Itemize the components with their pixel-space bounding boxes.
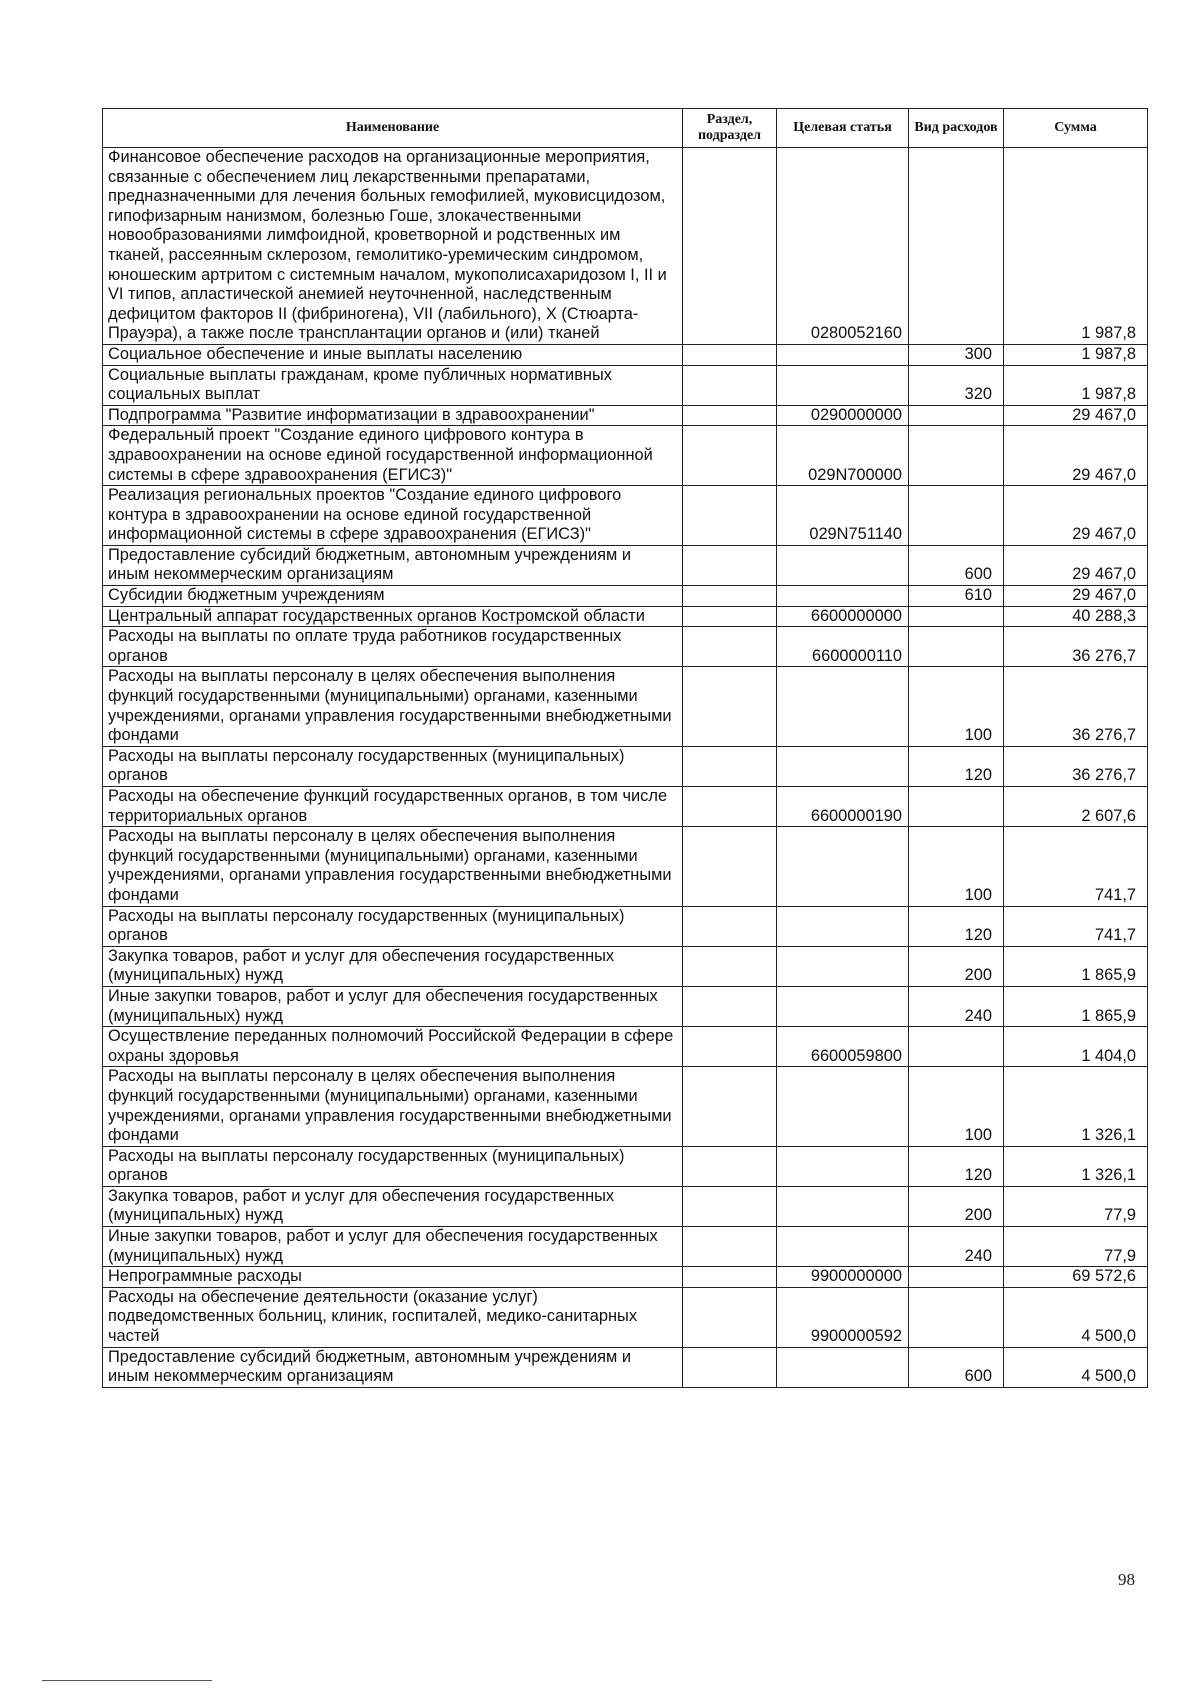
row-section (683, 1267, 777, 1288)
table-row (103, 586, 1148, 607)
row-target (777, 827, 909, 906)
row-sum: 69 572,6 (1004, 1267, 1148, 1288)
row-name: Расходы на выплаты персоналу государственных (муниципальных) органов (103, 1146, 683, 1186)
row-sum: 1 987,8 (1004, 365, 1148, 405)
row-name: Социальные выплаты гражданам, кроме публичных нормативных социальных выплат (103, 365, 683, 405)
header-row (103, 109, 1148, 148)
row-expense-type: 200 (909, 1186, 1004, 1226)
row-target: 9900000592 (777, 1287, 909, 1347)
row-target: 0280052160 (777, 148, 909, 345)
row-name: Расходы на обеспечение функций государственных органов, в том числе территориальных органов (103, 787, 683, 827)
row-name: Предоставление субсидий бюджетным, автономным учреждениям и иным некоммерческим организациям (103, 545, 683, 585)
table-row (103, 1146, 1148, 1186)
row-target (777, 946, 909, 986)
row-target (777, 906, 909, 946)
row-target (777, 1347, 909, 1387)
table-row (103, 486, 1148, 546)
table-row (103, 1027, 1148, 1067)
row-expense-type (909, 787, 1004, 827)
row-sum: 741,7 (1004, 906, 1148, 946)
row-section (683, 405, 777, 426)
table-row (103, 405, 1148, 426)
row-sum: 2 607,6 (1004, 787, 1148, 827)
row-name: Субсидии бюджетным учреждениям (103, 586, 683, 607)
row-name: Закупка товаров, работ и услуг для обеспечения государственных (муниципальных) нужд (103, 946, 683, 986)
row-sum: 36 276,7 (1004, 667, 1148, 746)
row-section (683, 746, 777, 786)
row-section (683, 667, 777, 746)
row-expense-type (909, 627, 1004, 667)
row-sum: 1 987,8 (1004, 344, 1148, 365)
table-row (103, 365, 1148, 405)
table-body (103, 148, 1148, 1388)
header-section: Раздел, подраздел (683, 109, 777, 148)
row-target (777, 986, 909, 1026)
table-row (103, 1227, 1148, 1267)
row-target (777, 667, 909, 746)
row-section (683, 946, 777, 986)
row-target: 029N751140 (777, 486, 909, 546)
row-target (777, 365, 909, 405)
row-sum: 741,7 (1004, 827, 1148, 906)
header-expense-type: Вид расходов (909, 109, 1004, 148)
row-sum: 1 865,9 (1004, 986, 1148, 1026)
row-section (683, 986, 777, 1026)
row-expense-type: 200 (909, 946, 1004, 986)
table-row (103, 746, 1148, 786)
table-row (103, 148, 1148, 345)
row-section (683, 1027, 777, 1067)
table-row (103, 545, 1148, 585)
row-expense-type (909, 1027, 1004, 1067)
row-sum: 29 467,0 (1004, 405, 1148, 426)
header-sum: Сумма (1004, 109, 1148, 148)
row-sum: 29 467,0 (1004, 586, 1148, 607)
row-expense-type (909, 1267, 1004, 1288)
table-row (103, 1347, 1148, 1387)
row-name: Расходы на выплаты персоналу в целях обеспечения выполнения функций государственными (муниципальными) органами, казенными учреждениями, органами управления государственными внебюджетными фондами (103, 827, 683, 906)
row-sum: 1 404,0 (1004, 1027, 1148, 1067)
row-name: Финансовое обеспечение расходов на организационные мероприятия, связанные с обеспечением лиц лекарственными препаратами, предназначенными для лечения больных гемофилией, муковисцидозом, гипофизарным нанизмом, болезнью Гоше, злокачественными новообразованиями лимфоидной, кроветворной и родственных им тканей, рассеянным склерозом, гемолитико-уремическим синдромом, юношеским артритом с системным началом, мукополисахаридозом I, II и VI типов, апластической анемией неуточненной, наследственным дефицитом факторов II (фибриногена), VII (лабильного), X (Стюарта-Прауэра), а также после трансплантации органов и (или) тканей (103, 148, 683, 345)
row-expense-type: 240 (909, 1227, 1004, 1267)
row-expense-type (909, 486, 1004, 546)
row-expense-type (909, 405, 1004, 426)
row-name: Расходы на выплаты персоналу в целях обеспечения выполнения функций государственными (муниципальными) органами, казенными учреждениями, органами управления государственными внебюджетными фондами (103, 667, 683, 746)
row-target (777, 1067, 909, 1146)
row-section (683, 906, 777, 946)
row-name: Иные закупки товаров, работ и услуг для обеспечения государственных (муниципальных) нужд (103, 1227, 683, 1267)
row-expense-type (909, 148, 1004, 345)
row-target: 6600000190 (777, 787, 909, 827)
row-section (683, 1227, 777, 1267)
header-name: Наименование (103, 109, 683, 148)
row-target: 0290000000 (777, 405, 909, 426)
page-number: 98 (1118, 1570, 1135, 1589)
row-section (683, 486, 777, 546)
row-expense-type: 240 (909, 986, 1004, 1026)
row-expense-type (909, 606, 1004, 627)
row-expense-type: 100 (909, 1067, 1004, 1146)
row-sum: 40 288,3 (1004, 606, 1148, 627)
row-section (683, 1186, 777, 1226)
row-section (683, 627, 777, 667)
row-sum: 4 500,0 (1004, 1347, 1148, 1387)
row-sum: 29 467,0 (1004, 426, 1148, 486)
row-name: Расходы на выплаты по оплате труда работников государственных органов (103, 627, 683, 667)
row-name: Закупка товаров, работ и услуг для обеспечения государственных (муниципальных) нужд (103, 1186, 683, 1226)
row-sum: 4 500,0 (1004, 1287, 1148, 1347)
row-target (777, 344, 909, 365)
row-sum: 36 276,7 (1004, 627, 1148, 667)
row-section (683, 586, 777, 607)
row-expense-type: 610 (909, 586, 1004, 607)
table-row (103, 1287, 1148, 1347)
row-expense-type: 120 (909, 1146, 1004, 1186)
row-expense-type: 300 (909, 344, 1004, 365)
row-expense-type (909, 1287, 1004, 1347)
row-name: Иные закупки товаров, работ и услуг для обеспечения государственных (муниципальных) нужд (103, 986, 683, 1026)
row-target (777, 1186, 909, 1226)
row-section (683, 545, 777, 585)
row-expense-type: 600 (909, 545, 1004, 585)
row-expense-type (909, 426, 1004, 486)
table-row (103, 627, 1148, 667)
table-row (103, 906, 1148, 946)
table-row (103, 827, 1148, 906)
row-name: Расходы на выплаты персоналу в целях обеспечения выполнения функций государственными (муниципальными) органами, казенными учреждениями, органами управления государственными внебюджетными фондами (103, 1067, 683, 1146)
footer-rule (42, 1680, 212, 1681)
row-expense-type: 100 (909, 667, 1004, 746)
row-section (683, 1067, 777, 1146)
table-row (103, 426, 1148, 486)
row-section (683, 1347, 777, 1387)
row-name: Предоставление субсидий бюджетным, автономным учреждениям и иным некоммерческим организациям (103, 1347, 683, 1387)
row-expense-type: 100 (909, 827, 1004, 906)
row-target: 6600059800 (777, 1027, 909, 1067)
row-expense-type: 320 (909, 365, 1004, 405)
row-target: 6600000000 (777, 606, 909, 627)
row-expense-type: 120 (909, 746, 1004, 786)
budget-table (102, 108, 1148, 1388)
row-sum: 1 326,1 (1004, 1146, 1148, 1186)
table-row (103, 946, 1148, 986)
row-section (683, 426, 777, 486)
table-header (103, 109, 1148, 148)
table-row (103, 344, 1148, 365)
row-target: 6600000110 (777, 627, 909, 667)
row-section (683, 787, 777, 827)
table-row (103, 667, 1148, 746)
row-sum: 1 987,8 (1004, 148, 1148, 345)
row-name: Расходы на выплаты персоналу государственных (муниципальных) органов (103, 746, 683, 786)
row-target (777, 1146, 909, 1186)
row-sum: 1 326,1 (1004, 1067, 1148, 1146)
row-name: Расходы на выплаты персоналу государственных (муниципальных) органов (103, 906, 683, 946)
row-expense-type: 600 (909, 1347, 1004, 1387)
row-section (683, 344, 777, 365)
row-name: Осуществление переданных полномочий Российской Федерации в сфере охраны здоровья (103, 1027, 683, 1067)
row-name: Непрограммные расходы (103, 1267, 683, 1288)
row-name: Социальное обеспечение и иные выплаты населению (103, 344, 683, 365)
row-sum: 77,9 (1004, 1227, 1148, 1267)
row-sum: 1 865,9 (1004, 946, 1148, 986)
table-row (103, 787, 1148, 827)
table-row (103, 986, 1148, 1026)
row-expense-type: 120 (909, 906, 1004, 946)
row-target (777, 746, 909, 786)
row-name: Расходы на обеспечение деятельности (оказание услуг) подведомственных больниц, клиник, госпиталей, медико-санитарных частей (103, 1287, 683, 1347)
table-row (103, 1186, 1148, 1226)
row-target (777, 586, 909, 607)
row-target (777, 1227, 909, 1267)
row-section (683, 365, 777, 405)
row-name: Федеральный проект "Создание единого цифрового контура в здравоохранении на основе единой государственной информационной системы в сфере здравоохранения (ЕГИСЗ)" (103, 426, 683, 486)
row-section (683, 827, 777, 906)
header-target: Целевая статья (777, 109, 909, 148)
row-section (683, 1287, 777, 1347)
row-section (683, 148, 777, 345)
row-sum: 77,9 (1004, 1186, 1148, 1226)
table-row (103, 1267, 1148, 1288)
row-target: 9900000000 (777, 1267, 909, 1288)
row-sum: 29 467,0 (1004, 486, 1148, 546)
row-target (777, 545, 909, 585)
table-row (103, 1067, 1148, 1146)
row-sum: 36 276,7 (1004, 746, 1148, 786)
row-sum: 29 467,0 (1004, 545, 1148, 585)
row-section (683, 1146, 777, 1186)
row-name: Подпрограмма "Развитие информатизации в здравоохранении" (103, 405, 683, 426)
row-name: Центральный аппарат государственных органов Костромской области (103, 606, 683, 627)
row-section (683, 606, 777, 627)
table-row (103, 606, 1148, 627)
row-name: Реализация региональных проектов "Создание единого цифрового контура в здравоохранении на основе единой государственной информационной системы в сфере здравоохранения (ЕГИСЗ)" (103, 486, 683, 546)
row-target: 029N700000 (777, 426, 909, 486)
